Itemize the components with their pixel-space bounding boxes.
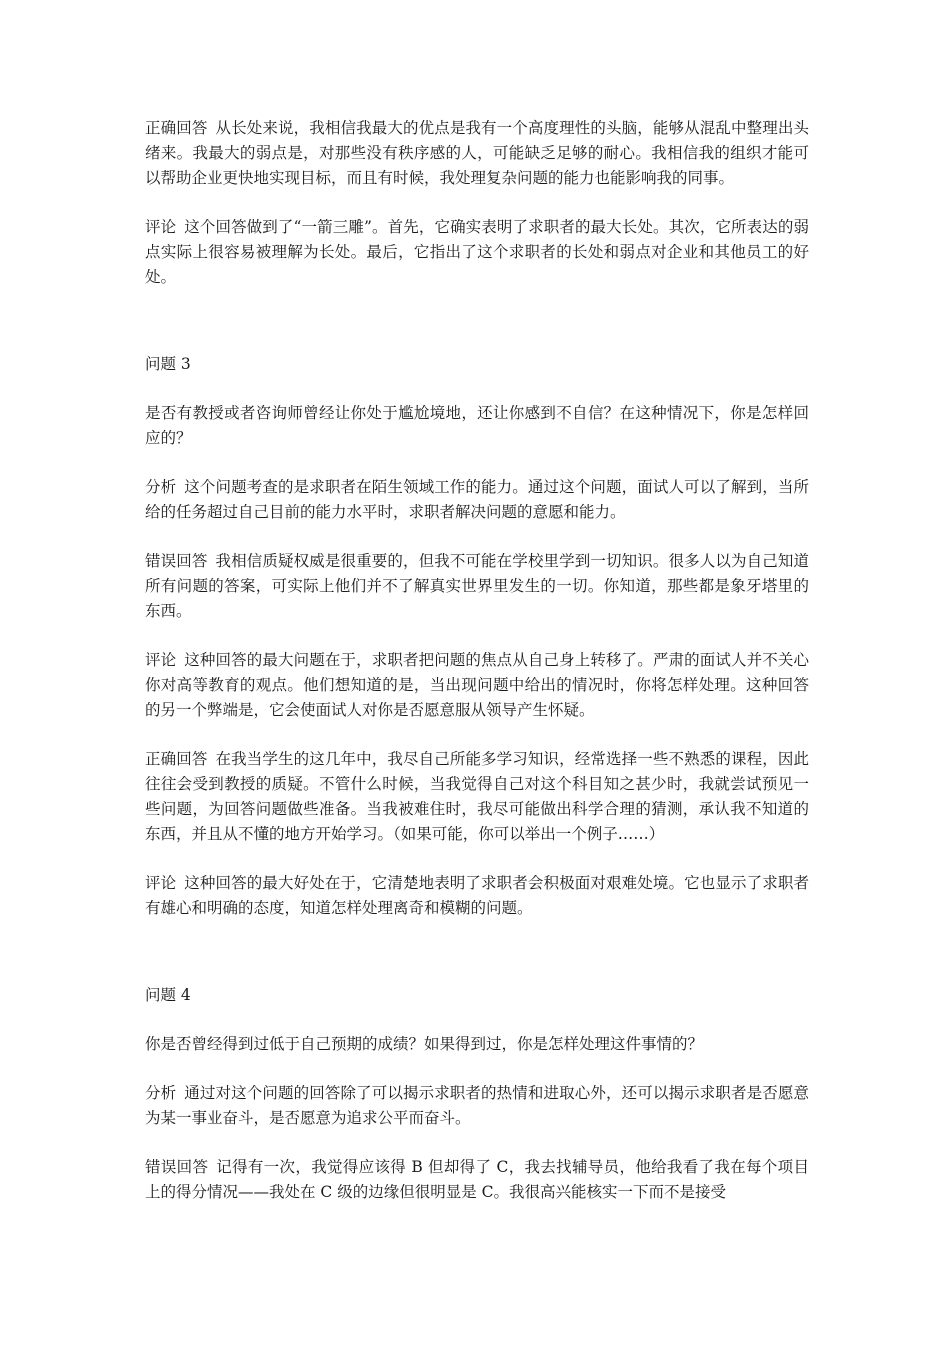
- paragraph-label: 分析: [145, 478, 177, 496]
- paragraph-label: 评论: [145, 651, 177, 669]
- paragraph-comment-3b: [145, 871, 809, 921]
- paragraph-text: 这个回答做到了“一箭三雕”。首先，它确实表明了求职者的最大长处。其次，它所表达的弱点实际上很容易被理解为长处。最后，它指出了这个求职者的长处和弱点对企业和其他员工的好处。: [145, 218, 809, 286]
- paragraph-correct-answer-3: [145, 747, 809, 847]
- paragraph-comment-3a: [145, 648, 809, 723]
- paragraph-wrong-answer-4: [145, 1155, 809, 1205]
- paragraph-label: 正确回答: [145, 750, 208, 768]
- paragraph-text: 这种回答的最大问题在于，求职者把问题的焦点从自己身上转移了。严肃的面试人并不关心你对高等教育的观点。他们想知道的是，当出现问题中给出的情况时，你将怎样处理。这种回答的另一个弊端是，它会使面试人对你是否愿意服从领导产生怀疑。: [145, 651, 809, 719]
- paragraph-wrong-answer-3: [145, 549, 809, 624]
- paragraph-comment-2: [145, 215, 809, 290]
- paragraph-label: 评论: [145, 874, 177, 892]
- paragraph-text: 在我当学生的这几年中，我尽自己所能多学习知识，经常选择一些不熟悉的课程，因此往往会受到教授的质疑。不管什么时候，当我觉得自己对这个科目知之甚少时，我就尝试预见一些问题，为回答问题做些准备。当我被难住时，我尽可能做出科学合理的猜测，承认我不知道的东西，并且从不懂的地方开始学习。（如果可能，你可以举出一个例子……）: [145, 750, 809, 843]
- paragraph-label: 正确回答: [145, 119, 208, 137]
- paragraph-text: 这个问题考查的是求职者在陌生领域工作的能力。通过这个问题，面试人可以了解到，当所给的任务超过自己目前的能力水平时，求职者解决问题的意愿和能力。: [145, 478, 809, 521]
- paragraph-text: 记得有一次，我觉得应该得 B 但却得了 C，我去找辅导员，他给我看了我在每个项目上的得分情况——我处在 C 级的边缘但很明显是 C。我很高兴能核实一下而不是接受: [145, 1158, 809, 1201]
- paragraph-label: 错误回答: [145, 552, 208, 570]
- paragraph-text: 我相信质疑权威是很重要的，但我不可能在学校里学到一切知识。很多人以为自己知道所有问题的答案，可实际上他们并不了解真实世界里发生的一切。你知道，那些都是象牙塔里的东西。: [145, 552, 809, 620]
- paragraph-label: 评论: [145, 218, 177, 236]
- document-page: [145, 116, 809, 1229]
- question-4-text: 你是否曾经得到过低于自己预期的成绩？如果得到过，你是怎样处理这件事情的？: [145, 1035, 704, 1053]
- question-3-heading: 问题 3: [145, 355, 191, 373]
- paragraph-label: 分析: [145, 1084, 177, 1102]
- paragraph-correct-answer-2: [145, 116, 809, 191]
- paragraph-analysis-3: [145, 475, 809, 525]
- paragraph-text: 从长处来说，我相信我最大的优点是我有一个高度理性的头脑，能够从混乱中整理出头绪来。我最大的弱点是，对那些没有秩序感的人，可能缺乏足够的耐心。我相信我的组织才能可以帮助企业更快地实现目标，而且有时候，我处理复杂问题的能力也能影响我的同事。: [145, 119, 809, 187]
- paragraph-analysis-4: [145, 1081, 809, 1131]
- question-4-heading: 问题 4: [145, 986, 191, 1004]
- paragraph-text: 这种回答的最大好处在于，它清楚地表明了求职者会积极面对艰难处境。它也显示了求职者有雄心和明确的态度，知道怎样处理离奇和模糊的问题。: [145, 874, 809, 917]
- question-3-text: 是否有教授或者咨询师曾经让你处于尴尬境地，还让你感到不自信？在这种情况下，你是怎样回应的？: [145, 404, 809, 447]
- paragraph-text: 通过对这个问题的回答除了可以揭示求职者的热情和进取心外，还可以揭示求职者是否愿意为某一事业奋斗，是否愿意为追求公平而奋斗。: [145, 1084, 809, 1127]
- paragraph-label: 错误回答: [145, 1158, 209, 1176]
